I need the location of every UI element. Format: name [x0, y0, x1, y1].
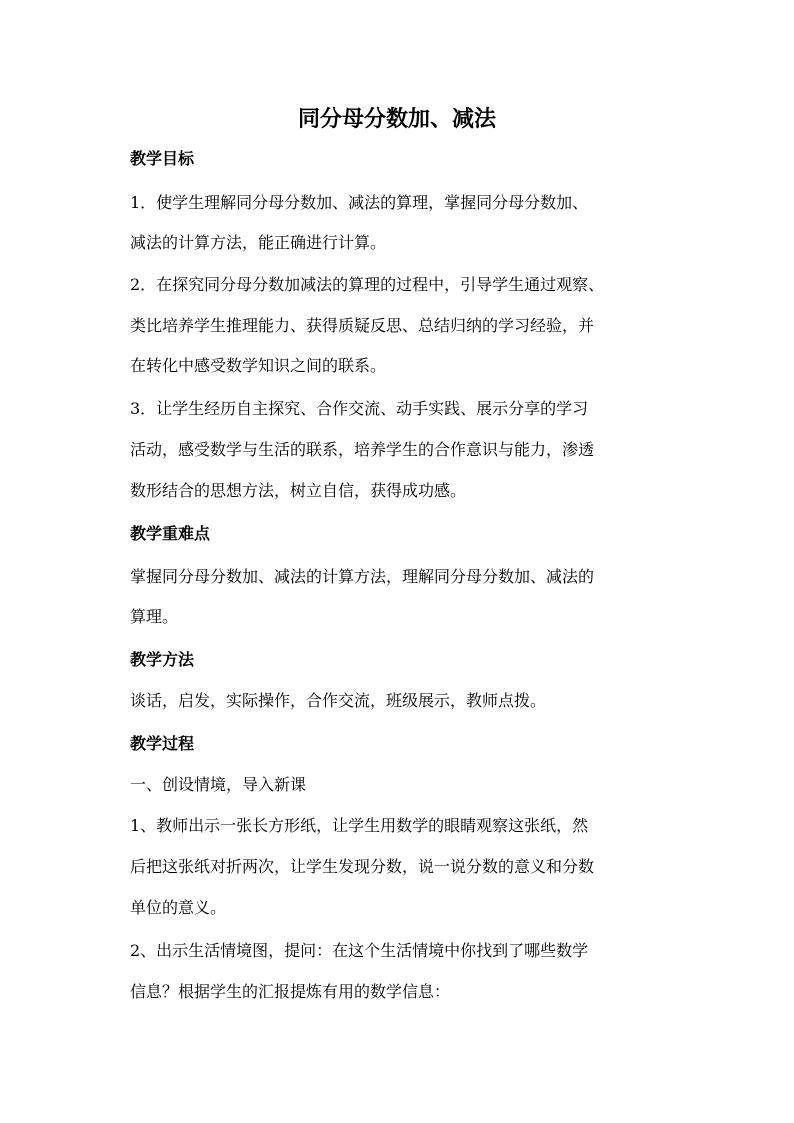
key-points-line-1: 掌握同分母分数加、减法的计算方法，理解同分母分数加、减法的: [130, 567, 595, 586]
teaching-method-line-1: 谈话，启发，实际操作，合作交流，班级展示，教师点拨。: [130, 691, 547, 710]
section-heading-teaching-goals: 教学目标: [130, 149, 195, 168]
goal-1-line-1: 1．使学生理解同分母分数加、减法的算理，掌握同分母分数加、: [130, 193, 589, 212]
step-1-item-2-line-2: 信息？根据学生的汇报提炼有用的数学信息：: [130, 982, 451, 1001]
section-heading-key-points: 教学重难点: [130, 524, 211, 543]
document-title: 同分母分数加、减法: [297, 106, 496, 132]
step-1-title: 一、创设情境，导入新课: [130, 775, 307, 794]
section-heading-teaching-method: 教学方法: [130, 650, 195, 669]
section-heading-teaching-process: 教学过程: [130, 734, 195, 753]
goal-2-line-1: 2．在探究同分母分数加减法的算理的过程中，引导学生通过观察、: [130, 275, 605, 294]
goal-3-line-1: 3．让学生经历自主探究、合作交流、动手实践、展示分享的学习: [130, 399, 589, 418]
step-1-item-1-line-3: 单位的意义。: [130, 898, 227, 917]
goal-3-line-2: 活动，感受数学与生活的联系，培养学生的合作意识与能力，渗透: [130, 440, 595, 459]
step-1-item-2-line-1: 2、出示生活情境图，提问：在这个生活情境中你找到了哪些数学: [130, 941, 589, 960]
goal-3-line-3: 数形结合的思想方法，树立自信，获得成功感。: [130, 481, 467, 500]
goal-2-line-3: 在转化中感受数学知识之间的联系。: [130, 356, 387, 375]
step-1-item-1-line-1: 1、教师出示一张长方形纸，让学生用数学的眼睛观察这张纸，然: [130, 816, 589, 835]
key-points-line-2: 算理。: [130, 607, 179, 626]
goal-1-line-2: 减法的计算方法，能正确进行计算。: [130, 233, 387, 252]
step-1-item-1-line-2: 后把这张纸对折两次，让学生发现分数，说一说分数的意义和分数: [130, 857, 595, 876]
goal-2-line-2: 类比培养学生推理能力、获得质疑反思、总结归纳的学习经验，并: [130, 316, 595, 335]
